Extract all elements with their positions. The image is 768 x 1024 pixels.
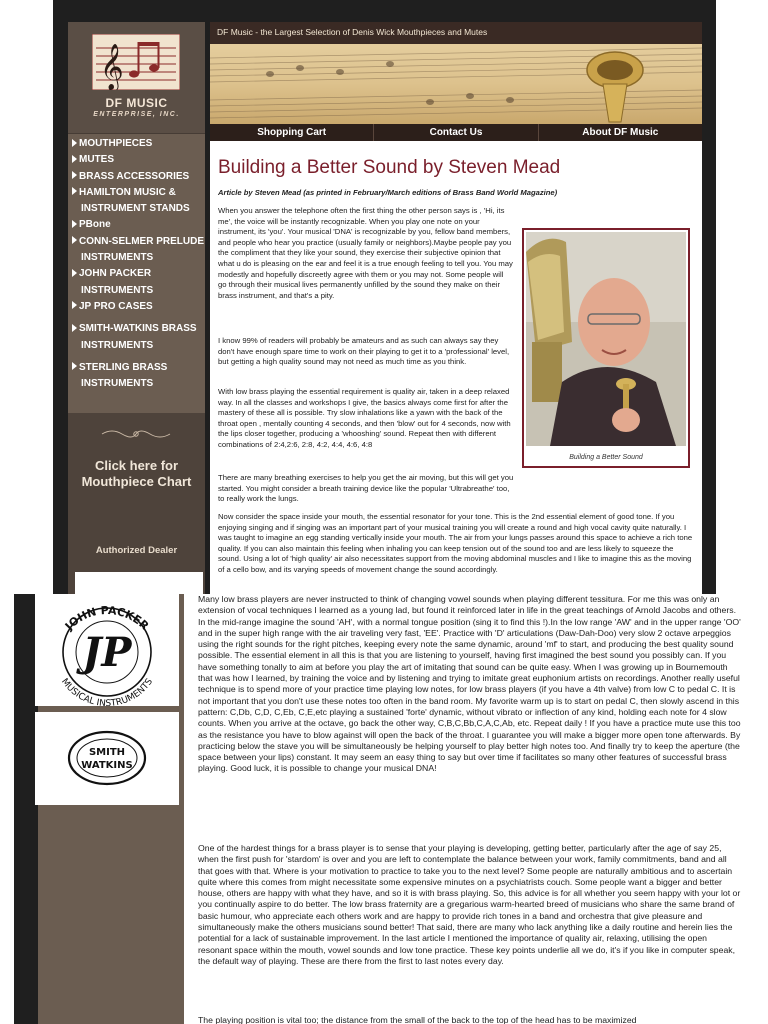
mouthpiece-illustration-icon	[587, 52, 643, 122]
nav-item-john-packer[interactable]: JOHN PACKER INSTRUMENTS	[72, 266, 204, 299]
svg-text:WATKINS: WATKINS	[81, 760, 133, 771]
nav-item-mutes[interactable]: MUTES	[72, 152, 204, 168]
mouthpiece-chart-link[interactable]: Click here for Mouthpiece Chart	[81, 458, 192, 489]
sidebar-lower-panel	[68, 413, 205, 594]
nav-item-jp-pro-cases[interactable]: JP PRO CASES	[72, 299, 204, 315]
svg-text:JOHN PACKER: JOHN PACKER	[62, 603, 152, 633]
photo-caption: Building a Better Sound	[569, 454, 643, 461]
arrow-right-icon	[72, 171, 77, 179]
dealer-logo-card	[75, 572, 203, 594]
arrow-right-icon	[72, 362, 77, 370]
nav-item-sterling-brass[interactable]: STERLING BRASS INSTRUMENTS	[72, 360, 204, 393]
article-paragraph: The playing position is vital too; the distance from the small of the back to the top of the head has to be maximized	[198, 1015, 637, 1024]
nav-item-pbone[interactable]: PBone	[72, 217, 204, 233]
arrow-right-icon	[72, 187, 77, 195]
brand-logo[interactable]	[68, 22, 205, 134]
tab-contact-us[interactable]: Contact Us	[374, 124, 538, 141]
tab-shopping-cart[interactable]: Shopping Cart	[210, 124, 374, 141]
nav-item-smith-watkins[interactable]: SMITH-WATKINS BRASS INSTRUMENTS	[72, 321, 204, 354]
nav-item-hamilton[interactable]: HAMILTON MUSIC & INSTRUMENT STANDS	[72, 185, 204, 218]
arrow-right-icon	[72, 269, 77, 277]
john-packer-dealer-logo[interactable]	[35, 594, 179, 706]
john-packer-logo-icon	[35, 594, 179, 706]
article-paragraph: Now consider the space inside your mouth, the essential resonator for your tone. This is the 2nd essential element of good tone. If you enjoying singing and if singing was an important part of your musical training you will create a round and high vocal cavity quite naturally. I was taught to imagine an egg standing vertically inside your mouth. The air from your lungs passes around this space to achieve a rich tone quality. If you can also maintain this feeling when inhaling you can keep tension out of the sound too and are less likely to squeeze the sound. Using a lot of 'high quality' air also necessitates support from the moving abdominal muscles and I like to imagine this as the moving of a cello bow, and its varying speeds of movement change the sound accordingly.	[218, 512, 693, 574]
article-title: Building a Better Sound by Steven Mead	[218, 157, 561, 178]
article-paragraph: When you answer the telephone often the first thing the other person says is , 'Hi, its me', the voice will be instantly recognizable. When you play one note on your instrument, its 'you'. Your musical 'DNA' is recognizable by you, fellow band members, and people who hear you practice (usually family or neighbors).Maybe people pay you the compliment that they like your sound, they exercise their subjective opinion that what u do is pleasing on the ear and feel it is a true enough feeling to tell you. You may modestly and hopefully discreetly agree with them or you may not. Some people will go through their musical lives permanently unfilled by the sound they make on their brass instrument, and that's a pity.	[218, 206, 513, 300]
nav-item-mouthpieces[interactable]: MOUTHPIECES	[72, 136, 204, 152]
article-byline: Article by Steven Mead (as printed in February/March editions of Brass Band World Magazine)	[218, 188, 558, 197]
svg-text:SMITH: SMITH	[88, 747, 126, 758]
svg-text:𝄞: 𝄞	[100, 44, 124, 90]
brand-name: DF MUSIC	[105, 96, 168, 110]
nav-item-brass-accessories[interactable]: BRASS ACCESSORIES	[72, 169, 204, 185]
smith-watkins-dealer-logo[interactable]	[35, 712, 179, 805]
article-paragraph: One of the hardest things for a brass player is to sense that your playing is developing, getting better, particularly after the age of say 25, when the first push for 'stardom' is over and you are left to contemplate the balance between your work, family commitments, band and all that goes with that. Where is your motivation to practice to take you to the next level? Some people are naturally ambitious and to ascertain quite where this comes from might necessitate some expensive minutes on a psychiatrists couch. Some people want a bigger and better house, others are happy with what they have, and so it is with brass playing. So, this advice is for all whether you seem happy with your lot or you continually aspire to do better. The low brass fraternity are a gregarious warm-hearted breed of musicians who share the same brand of basic humour, who appreciate each others work and are happy to provide rich tones in a band and orchestra that give pleasure and simultaneously make the others musicians sound better! That said, there are many who lack anything like a daily routine and herein lies the potential for a lack of sustainable improvement. In the last article I mentioned the importance of quality air, relaxing, utilising the open resonant space within the mouth, vowel sounds and low tone practice. These key points underlie all we do, it's if you like in computer speak, the default way of playing. These are there from the first to last notes every day.	[198, 843, 741, 966]
smith-watkins-logo-icon	[35, 712, 179, 805]
article-paragraph: There are many breathing exercises to help you get the air moving, but this will get you started. You might consider a breath training device like the popular 'Ultrabreathe' too, to really work the lungs.	[218, 473, 514, 504]
nav-item-conn-selmer[interactable]: CONN-SELMER PRELUDE INSTRUMENTS	[72, 234, 204, 267]
top-tabs	[210, 124, 702, 141]
sidebar-nav	[72, 136, 204, 392]
arrow-right-icon	[72, 220, 77, 228]
arrow-right-icon	[72, 324, 77, 332]
banner-title: DF Music - the Largest Selection of Denis Wick Mouthpieces and Mutes	[217, 27, 488, 37]
sheet-music-banner-image	[210, 44, 702, 124]
article-paragraph: I know 99% of readers will probably be amateurs and as such can always say they don't have enough spare time to work on their playing to get it to a 'professional' level, but getting a high quality sound may not need as much time as you think.	[218, 336, 510, 367]
ornament-flourish-icon	[100, 428, 172, 440]
tab-about[interactable]: About DF Music	[582, 127, 659, 138]
brand-subtitle: ENTERPRISE, INC.	[93, 111, 180, 118]
arrow-right-icon	[72, 155, 77, 163]
music-notes-logo-icon	[92, 34, 180, 90]
article-paragraph: With low brass playing the essential requirement is quality air, taken in a deep relaxed way. In all the classes and workshops I give, the basics always come first for after the mastery of these all is possible. Try slow inhalations like a yawn with the back of the throat open , mentally counting 4 seconds, and then 'blow' out for 4 seconds, now with the lips closer together, producing a 'whooshing' sound. Repeat then with different combinations of 2:4,2:6, 2:8, 4:2, 4:4, 4:6, 4:8	[218, 387, 511, 449]
authorized-dealer-label: Authorized Dealer	[95, 545, 178, 556]
svg-text:MUSICAL INSTRUMENTS: MUSICAL INSTRUMENTS	[58, 676, 155, 706]
svg-text:JP: JP	[82, 629, 132, 676]
steven-mead-photo	[526, 232, 686, 446]
arrow-right-icon	[72, 301, 77, 309]
arrow-right-icon	[72, 139, 77, 147]
arrow-right-icon	[72, 236, 77, 244]
article-paragraph: Many low brass players are never instructed to think of changing vowel sounds when playing different tessitura. For me this was only an extension of vocal techniques I learned as a young lad, but found it reinforced later in life in the great teachings of Arnold Jacobs and others. In the mid-range imagine the sound 'AH', with a normal tongue position (sing it to find this !).In the low range 'AW' and in the upper range 'OO' and in the super high range with the air traveling very fast, 'EE'. Practice with 'D' articulations (Daw-Dah-Doo) very slow 2 octave arpeggios using the right sounds for the right pitches, keeping every note the same dynamic, around 'mf' to start, and producing the best quality sound possible. The essential element in all this is that you are listening to yourself, having first imagined the best sound you possibly can. If you have something tonally to aim at before you play the art of imitating that sound can be quite easy. When I was growing up in Bournemouth that was how I learned, by training the voice and by listening and trying to imitate great euphonium artists on recordings. Another really useful technique is to spend more of your practice time playing low notes, for low brass players (if you have a 4th valve) from low C to pedal C. It is not important that you don't use these notes too often in the band room. My favorite warm up is to start on pedal C, then slowly ascend in this pattern: C,Db, C,D, C,Eb, C,E,etc playing a sustained 'forte' dynamic, without vibrato or inflection of any kind, holding each note for 4 slow counts. When you arrive at the octave, go back the other way, C,B,C,Bb,C,A,C,Ab, etc. Repeat daily ! If you have a practice mute use this too as the resistance you have to blow against will open the back of the throat. I guarantee you will make a bigger more open tone afterwards. By practicing below the stave you will be simultaneously be helping yourself to play better high notes too. And finally try to keep the aperture (the space between your lips) constant. It may seem an easy thing to say but over time if facilitates so many other features of successful brass playing. Good luck, it is possible to change your musical DNA!	[198, 594, 741, 774]
